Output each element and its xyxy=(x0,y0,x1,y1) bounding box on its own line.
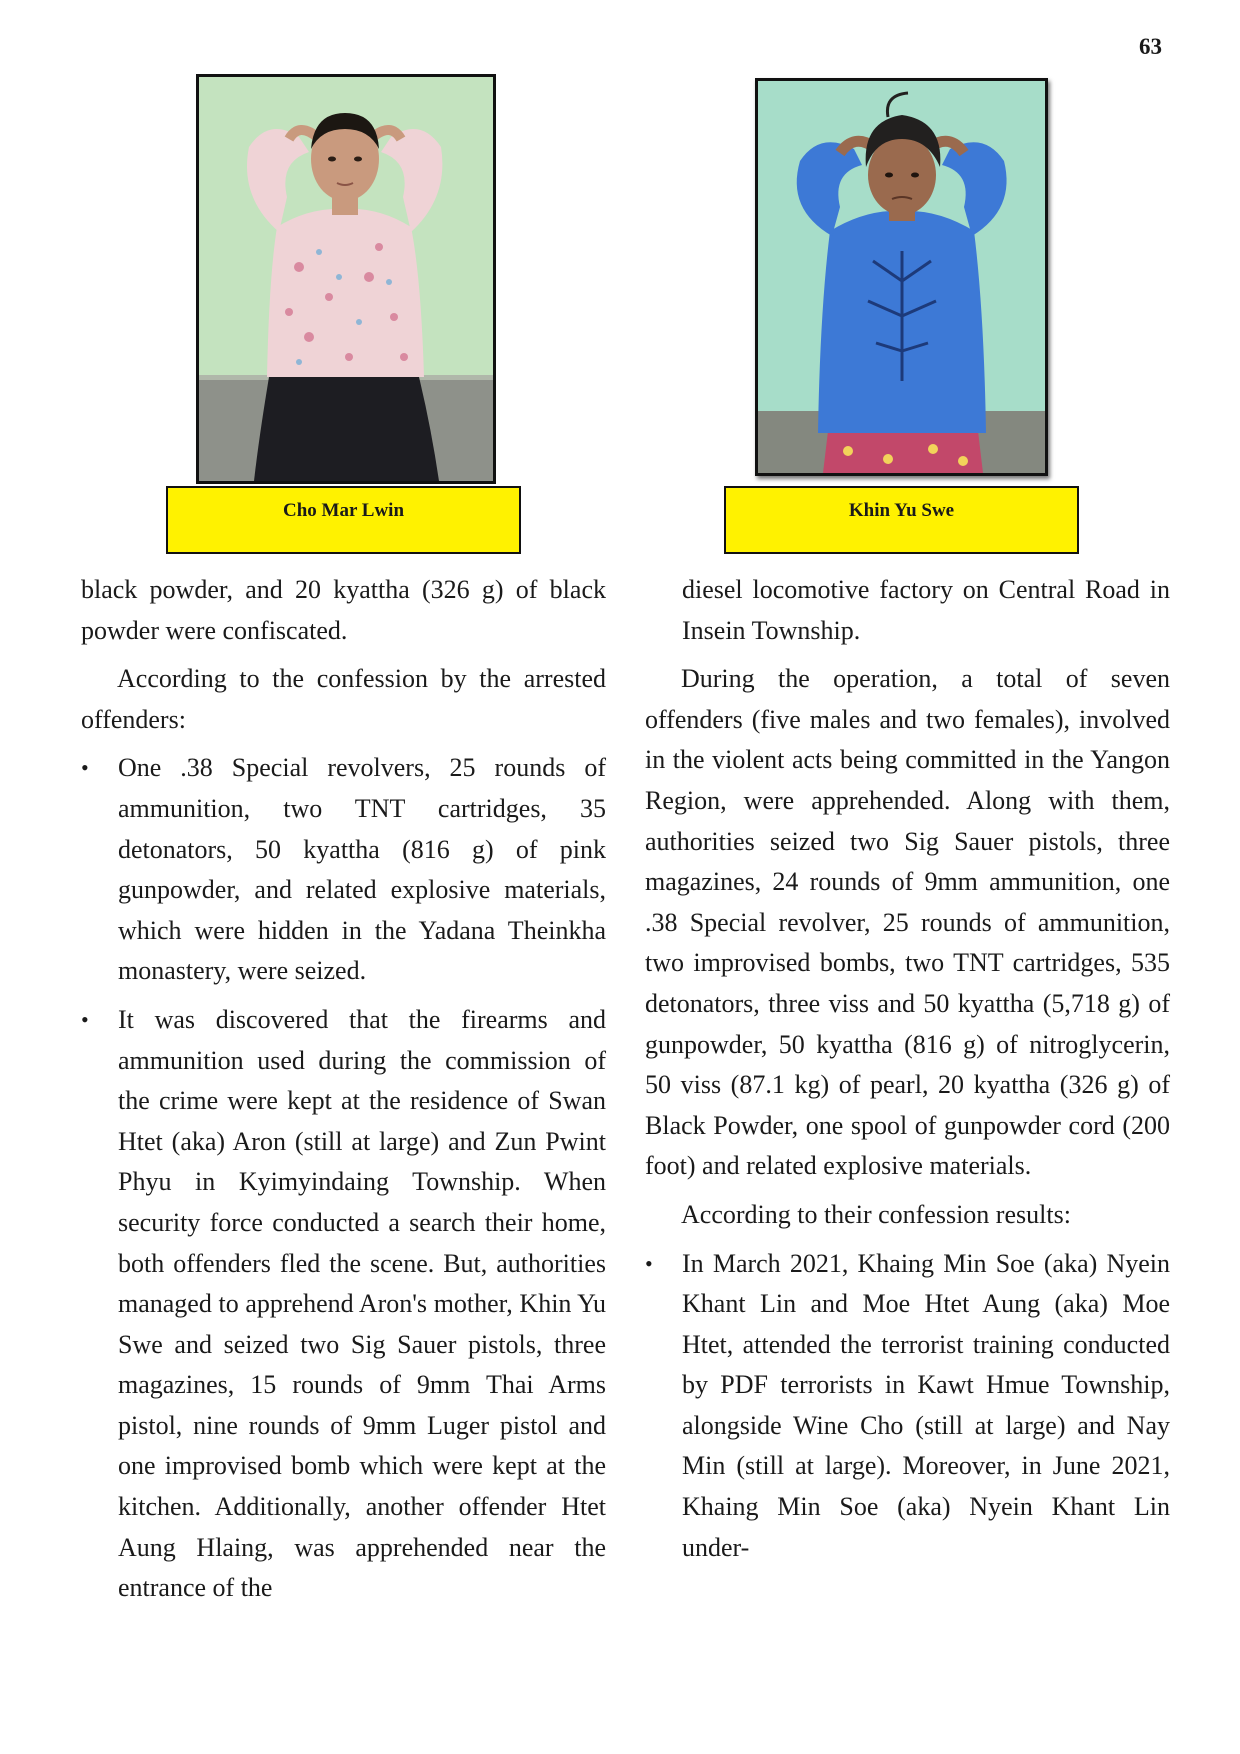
paragraph: black powder, and 20 kyattha (326 g) of black powder were confiscated. xyxy=(81,575,606,645)
bullet-icon: • xyxy=(81,755,89,781)
bullet-icon: • xyxy=(81,1006,89,1032)
left-column xyxy=(81,570,606,1609)
photo-khin-yu-swe xyxy=(755,78,1048,476)
page-number: 63 xyxy=(1139,34,1162,59)
paragraph: According to their confession results: xyxy=(681,1199,1071,1229)
list-item xyxy=(81,748,606,992)
list-item xyxy=(645,1244,1170,1569)
bullet-icon: • xyxy=(645,1250,653,1276)
right-column xyxy=(645,570,1170,1568)
list-item-text: One .38 Special revolvers, 25 rounds of ammunition, two TNT cartridges, 35 detonators, 50 kyattha (816 g) of pink gunpowder, and related explosive materials, which were hidden in the Yadana Theinkha monastery, were seized. xyxy=(118,753,606,986)
paragraph: diesel locomotive factory on Central Road in Insein Township. xyxy=(682,575,1170,645)
list-item xyxy=(81,1000,606,1609)
photo-caption: Cho Mar Lwin xyxy=(166,486,521,554)
photo-cho-mar-lwin xyxy=(196,74,496,484)
list-item-text: In March 2021, Khaing Min Soe (aka) Nyein Khant Lin and Moe Htet Aung (aka) Moe Htet, attended the terrorist training conducted by PDF terrorists in Kawt Hmue Township, alongside Wine Cho (still at large) and Nay Min (still at large). Moreover, in June 2021, Khaing Min Soe (aka) Nyein Khant Lin under- xyxy=(682,1248,1170,1562)
photo-caption: Khin Yu Swe xyxy=(724,486,1079,554)
paragraph: According to the confession by the arrested offenders: xyxy=(81,664,606,734)
list-item-text: It was discovered that the firearms and ammunition used during the commission of the crime were kept at the residence of Swan Htet (aka) Aron (still at large) and Zun Pwint Phyu in Kyimyindaing Township. When security force conducted a search their home, both offenders fled the scene. But, authorities managed to apprehend Aron's mother, Khin Yu Swe and seized two Sig Sauer pistols, three magazines, 15 rounds of 9mm Thai Arms pistol, nine rounds of 9mm Luger pistol and one improvised bomb which were kept at the kitchen. Additionally, another offender Htet Aung Hlaing, was apprehended near the entrance of the xyxy=(118,1004,606,1603)
paragraph: During the operation, a total of seven offenders (five males and two females), involved in the violent acts being committed in the Yangon Region, were apprehended. Along with them, authorities seized two Sig Sauer pistols, three magazines, 24 rounds of 9mm ammunition, one .38 Special revolver, 25 rounds of ammunition, two improvised bombs, two TNT cartridges, 535 detonators, three viss and 50 kyattha (5,718 g) of gunpowder, 50 kyattha (816 g) of nitroglycerin, 50 viss (87.1 kg) of pearl, 20 kyattha (326 g) of Black Powder, one spool of gunpowder cord (200 foot) and related explosive materials. xyxy=(645,664,1170,1181)
